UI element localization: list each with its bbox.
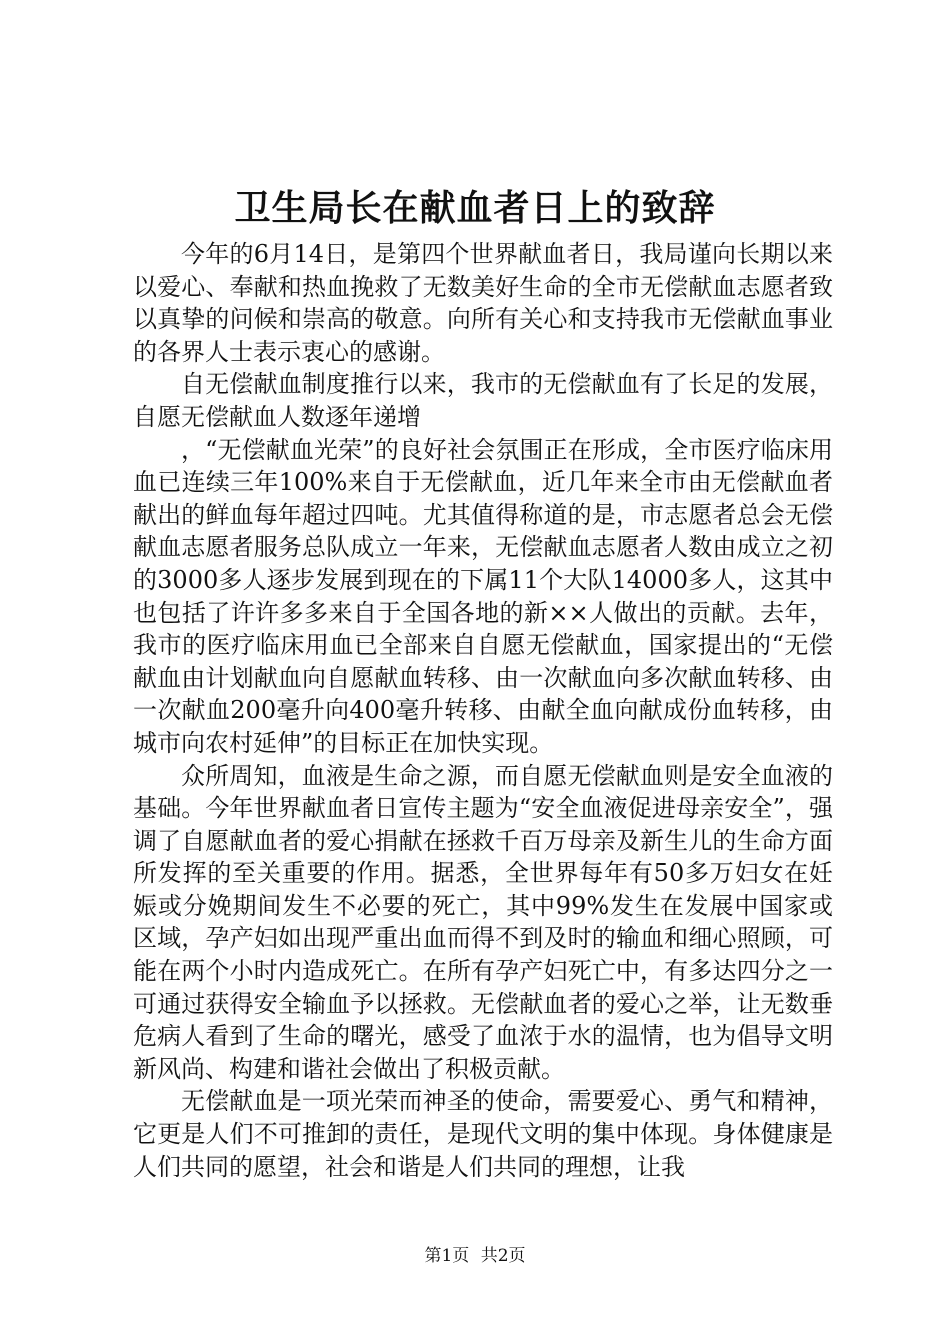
paragraph-4: 众所周知，血液是生命之源，而自愿无偿献血则是安全血液的基础。今年世界献血者日宣传主题为“安全血液促进母亲安全”，强调了自愿献血者的爱心捐献在拯救千百万母亲及新生儿的生命方面所发挥的至关重要的作用。据悉，全世界每年有50多万妇女在妊娠或分娩期间发生不必要的死亡，其中99%发生在发展中国家或区域，孕产妇如出现严重出血而得不到及时的输血和细心照顾，可能在两个小时内造成死亡。在所有孕产妇死亡中，有多达四分之一可通过获得安全输血予以拯救。无偿献血者的爱心之举，让无数垂危病人看到了生命的曙光，感受了血浓于水的温情，也为倡导文明新风尚、构建和谐社会做出了积极贡献。: [133, 761, 833, 1083]
page-footer: [0, 1245, 950, 1267]
paragraph-3: ，“无偿献血光荣”的良好社会氛围正在形成，全市医疗临床用血已连续三年100%来自于无偿献血，近几年来全市由无偿献血者献出的鲜血每年超过四吨。尤其值得称道的是，市志愿者总会无偿献血志愿者服务总队成立一年来，无偿献血志愿者人数由成立之初的3000多人逐步发展到现在的下属11个大队14000多人，这其中也包括了许许多多来自于全国各地的新××人做出的贡献。去年，我市的医疗临床用血已全部来自自愿无偿献血，国家提出的“无偿献血由计划献血向自愿献血转移、由一次献血向多次献血转移、由一次献血200毫升向400毫升转移、由献全血向献成份血转移，由城市向农村延伸”的目标正在加快实现。: [133, 435, 833, 757]
document-body: [133, 238, 833, 1183]
page-number: 第1页: [424, 1246, 470, 1266]
page-total: 共2页: [480, 1246, 526, 1266]
paragraph-1: 今年的6月14日，是第四个世界献血者日，我局谨向长期以来以爱心、奉献和热血挽救了无数美好生命的全市无偿献血志愿者致以真挚的问候和崇高的敬意。向所有关心和支持我市无偿献血事业的各界人士表示衷心的感谢。: [133, 240, 833, 366]
document-title: 卫生局长在献血者日上的致辞: [234, 187, 716, 229]
paragraph-2: 自无偿献血制度推行以来，我市的无偿献血有了长足的发展，自愿无偿献血人数逐年递增: [133, 370, 833, 431]
paragraph-5: 无偿献血是一项光荣而神圣的使命，需要爱心、勇气和精神，它更是人们不可推卸的责任，是现代文明的集中体现。身体健康是人们共同的愿望，社会和谐是人们共同的理想，让我: [133, 1087, 833, 1181]
